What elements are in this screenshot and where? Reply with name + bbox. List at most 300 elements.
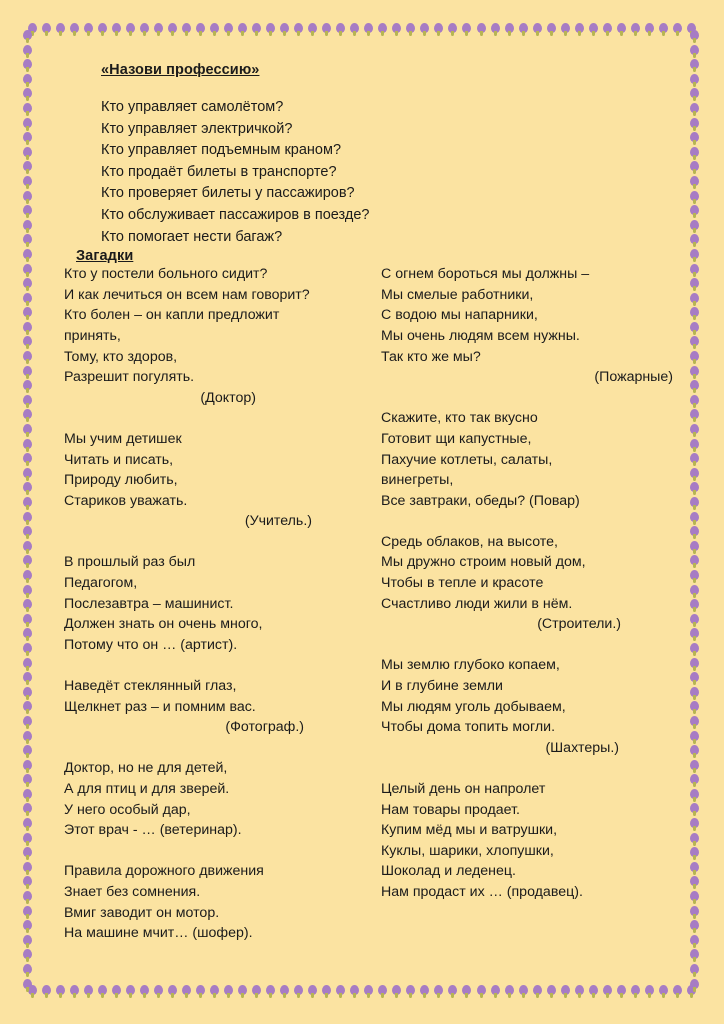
balloon-icon [350,23,359,36]
riddle-answer: (Учитель.) [244,513,312,530]
balloon-icon [23,336,32,349]
riddle-line: Разрешит погулять. [64,369,195,386]
balloon-icon [196,985,205,998]
balloon-icon [690,614,699,627]
balloon-icon [23,570,32,583]
riddle-line: Все завтраки, обеды? (Повар) [381,492,580,509]
balloon-icon [690,424,699,437]
balloon-icon [70,985,79,998]
balloon-icon [690,147,699,160]
riddle-block [64,552,374,655]
balloon-icon [23,249,32,262]
balloon-icon [575,23,584,36]
riddle-line: Чтобы дома топить могли. [381,719,556,736]
balloon-icon [336,23,345,36]
riddle-line: Природу любить, [64,472,178,489]
question-item: Кто продаёт билеты в транспорте? [101,163,337,180]
riddle-line: Мы очень людям всем нужны. [381,327,580,344]
balloon-icon [690,293,699,306]
balloon-icon [23,482,32,495]
balloon-icon [266,23,275,36]
balloon-icon [690,745,699,758]
balloon-icon [23,585,32,598]
balloon-icon [23,701,32,714]
balloon-icon [84,23,93,36]
balloon-icon [617,985,626,998]
balloon-icon [690,30,699,43]
border-edge-right [690,30,701,992]
riddle-block [381,264,681,388]
balloon-icon [690,760,699,773]
balloon-icon [23,555,32,568]
balloon-icon [690,803,699,816]
balloon-icon [266,985,275,998]
riddle-block [64,676,374,738]
riddle-line: Пахучие котлеты, салаты, [381,451,553,468]
balloon-icon [23,409,32,422]
balloon-icon [690,439,699,452]
balloon-icon [690,336,699,349]
riddle-answer: (Пожарные) [594,369,673,386]
riddle-line: Правила дорожного движения [64,863,264,880]
riddle-line: Потому что он … (артист). [64,636,238,653]
balloon-icon [23,293,32,306]
balloon-icon [420,23,429,36]
balloon-icon [23,599,32,612]
balloon-icon [23,468,32,481]
balloon-icon [56,23,65,36]
balloon-icon [575,985,584,998]
balloon-icon [140,23,149,36]
balloon-icon [462,985,471,998]
riddle-line: Так кто же мы? [381,348,481,365]
balloon-icon [23,234,32,247]
balloon-icon [406,985,415,998]
balloon-icon [690,220,699,233]
balloon-icon [322,23,331,36]
balloon-icon [519,985,528,998]
balloon-icon [23,59,32,72]
balloon-icon [154,23,163,36]
riddle-spacer [64,841,374,862]
balloon-icon [690,949,699,962]
balloon-icon [690,395,699,408]
balloon-icon [23,774,32,787]
riddle-line: Мы смелые работники, [381,286,534,303]
riddle-spacer [381,758,681,779]
riddle-line: Счастливо люди жили в нём. [381,595,573,612]
riddle-line: Вмиг заводит он мотор. [64,904,220,921]
balloon-icon [23,278,32,291]
balloon-icon [23,964,32,977]
balloon-icon [23,264,32,277]
riddle-line: принять, [64,327,121,344]
question-item: Кто управляет подъемным краном? [101,142,342,159]
balloon-icon [659,23,668,36]
balloon-icon [42,23,51,36]
balloon-icon [23,30,32,43]
balloon-icon [690,59,699,72]
balloon-icon [434,23,443,36]
balloon-icon [690,789,699,802]
balloon-icon [690,570,699,583]
balloon-icon [23,541,32,554]
balloon-icon [23,745,32,758]
balloon-icon [690,468,699,481]
riddle-line: И в глубине земли [381,678,503,695]
balloon-icon [23,366,32,379]
balloon-icon [23,731,32,744]
balloon-icon [690,264,699,277]
balloon-icon [690,74,699,87]
balloon-icon [23,161,32,174]
balloon-icon [645,23,654,36]
riddle-spacer [64,655,374,676]
balloon-icon [196,23,205,36]
riddle-line: Стариков уважать. [64,492,188,509]
riddle-block [64,861,374,943]
question-item: Кто обслуживает пассажиров в поезде? [101,206,370,223]
riddle-line: Кто болен – он капли предложит [64,307,280,324]
balloon-icon [23,614,32,627]
balloon-icon [294,985,303,998]
balloon-icon [350,985,359,998]
balloon-icon [252,985,261,998]
balloon-icon [23,876,32,889]
riddle-block [381,655,681,758]
balloon-icon [690,512,699,525]
balloon-icon [23,891,32,904]
balloon-icon [23,497,32,510]
balloon-icon [210,985,219,998]
riddle-line: Куклы, шарики, хлопушки, [381,842,554,859]
riddle-line: У него особый дар, [64,801,191,818]
balloon-icon [23,118,32,131]
balloon-icon [690,526,699,539]
riddle-line: Читать и писать, [64,451,174,468]
balloon-icon [224,23,233,36]
balloon-icon [23,628,32,641]
balloon-icon [434,985,443,998]
balloon-icon [690,862,699,875]
balloon-icon [23,862,32,875]
riddle-line: Должен знать он очень много, [64,616,263,633]
balloon-icon [690,249,699,262]
balloon-icon [519,23,528,36]
balloon-icon [168,23,177,36]
riddle-answer: (Строители.) [537,616,621,633]
balloon-icon [690,847,699,860]
balloon-icon [23,658,32,671]
balloon-icon [690,643,699,656]
balloon-icon [462,23,471,36]
riddle-block [381,779,681,903]
balloon-icon [23,847,32,860]
riddle-line: Послезавтра – машинист. [64,595,234,612]
balloon-icon [406,23,415,36]
balloon-icon [23,205,32,218]
balloon-icon [690,628,699,641]
riddle-line: винегреты, [381,472,454,489]
balloon-icon [690,687,699,700]
balloon-icon [126,23,135,36]
balloon-icon [690,497,699,510]
balloon-icon [23,935,32,948]
balloon-icon [23,380,32,393]
riddle-line: С водою мы напарники, [381,307,538,324]
balloon-icon [56,985,65,998]
balloon-icon [23,818,32,831]
balloon-icon [308,23,317,36]
balloon-icon [690,891,699,904]
riddle-line: Наведёт стеклянный глаз, [64,678,237,695]
balloon-icon [23,789,32,802]
riddle-line: Купим мёд мы и ватрушки, [381,822,558,839]
balloon-icon [23,716,32,729]
balloon-icon [690,979,699,992]
balloon-icon [505,23,514,36]
balloon-icon [23,672,32,685]
riddle-line: Готовит щи капустные, [381,430,532,447]
balloon-icon [98,985,107,998]
riddle-line: Нам продаст их … (продавец). [381,883,583,900]
balloon-icon [23,760,32,773]
balloon-icon [98,23,107,36]
balloon-icon [690,701,699,714]
balloon-icon [690,716,699,729]
balloon-icon [23,103,32,116]
balloon-icon [690,453,699,466]
balloon-icon [280,985,289,998]
balloon-icon [690,191,699,204]
balloon-icon [168,985,177,998]
balloon-icon [23,526,32,539]
balloon-icon [690,672,699,685]
balloon-icon [603,23,612,36]
balloon-icon [690,658,699,671]
riddle-spacer [64,532,374,553]
balloon-icon [23,439,32,452]
balloon-icon [690,103,699,116]
balloon-icon [420,985,429,998]
question-list [101,97,676,248]
balloon-icon [140,985,149,998]
balloon-icon [617,23,626,36]
riddle-line: Чтобы в тепле и красоте [381,575,544,592]
balloon-icon [392,23,401,36]
balloon-icon [491,23,500,36]
riddle-answer: (Фотограф.) [225,719,304,736]
balloon-icon [505,985,514,998]
border-edge-top [28,23,696,37]
border-edge-left [23,30,34,992]
balloon-icon [23,191,32,204]
question-item: Кто помогает нести багаж? [101,228,283,245]
balloon-icon [690,278,699,291]
riddle-spacer [381,388,681,409]
balloon-icon [294,23,303,36]
balloon-icon [547,23,556,36]
balloon-icon [23,512,32,525]
balloon-icon [70,23,79,36]
balloon-icon [690,541,699,554]
balloon-icon [659,985,668,998]
balloon-icon [561,23,570,36]
balloon-icon [23,920,32,933]
balloon-icon [631,985,640,998]
balloon-icon [23,803,32,816]
riddle-line: Средь облаков, на высоте, [381,533,558,550]
balloon-icon [589,985,598,998]
balloon-icon [42,985,51,998]
balloon-icon [23,395,32,408]
balloon-icon [477,23,486,36]
balloon-icon [84,985,93,998]
riddle-block [64,264,374,408]
document-content [56,48,676,978]
balloon-icon [23,132,32,145]
balloon-icon [280,23,289,36]
balloon-icon [690,205,699,218]
balloon-icon [23,453,32,466]
balloon-icon [477,985,486,998]
balloon-icon [23,687,32,700]
riddle-block [64,758,374,840]
balloon-icon [378,23,387,36]
balloon-icon [112,985,121,998]
balloon-icon [23,833,32,846]
riddle-line: На машине мчит… (шофер). [64,925,253,942]
balloon-icon [690,322,699,335]
balloon-icon [23,307,32,320]
balloon-icon [126,985,135,998]
riddle-spacer [381,511,681,532]
balloon-icon [23,322,32,335]
riddle-spacer [64,738,374,759]
riddle-line: В прошлый раз был [64,554,196,571]
balloon-icon [589,23,598,36]
balloon-icon [224,985,233,998]
balloon-icon [673,23,682,36]
balloon-icon [23,147,32,160]
balloon-icon [322,985,331,998]
riddle-line: Тому, кто здоров, [64,348,178,365]
balloon-icon [690,774,699,787]
riddle-block [381,408,681,511]
riddle-line: Знает без сомнения. [64,883,201,900]
riddle-line: А для птиц и для зверей. [64,781,230,797]
balloon-icon [23,220,32,233]
balloon-icon [690,964,699,977]
balloon-icon [690,307,699,320]
riddles-column-right [381,264,681,902]
balloon-icon [238,985,247,998]
balloon-icon [23,74,32,87]
balloon-icon [182,23,191,36]
balloon-icon [690,731,699,744]
balloon-icon [491,985,500,998]
balloon-icon [603,985,612,998]
balloon-icon [690,132,699,145]
riddle-spacer [64,408,374,429]
riddle-line: Шоколад и леденец. [381,863,516,880]
riddle-line: Мы людям уголь добываем, [381,698,566,715]
balloon-icon [533,985,542,998]
balloon-icon [690,920,699,933]
balloon-icon [23,88,32,101]
riddle-line: Мы дружно строим новый дом, [381,554,586,571]
riddle-line: Щелкнет раз – и помним вас. [64,698,256,715]
section-heading-nazovi-professiyu: «Назови профессию» [101,62,260,78]
balloon-icon [448,23,457,36]
balloon-icon [690,88,699,101]
riddle-line: Этот врач - … (ветеринар). [64,822,242,839]
section-heading-zagadki: Загадки [76,248,134,265]
balloon-icon [23,351,32,364]
balloon-icon [690,818,699,831]
balloon-icon [23,176,32,189]
balloon-icon [154,985,163,998]
balloon-icon [690,118,699,131]
balloon-icon [23,949,32,962]
balloon-icon [23,643,32,656]
balloon-icon [23,906,32,919]
balloon-icon [690,599,699,612]
balloon-icon [112,23,121,36]
riddle-line: Скажите, кто так вкусно [381,410,538,427]
balloon-icon [448,985,457,998]
balloon-icon [690,482,699,495]
riddle-answer: (Доктор) [200,389,256,406]
balloon-icon [690,161,699,174]
balloon-icon [673,985,682,998]
balloon-icon [182,985,191,998]
border-edge-bottom [28,985,696,999]
balloon-icon [690,409,699,422]
balloon-icon [690,876,699,889]
riddle-answer: (Шахтеры.) [545,739,619,756]
balloon-icon [690,351,699,364]
balloon-icon [561,985,570,998]
balloon-icon [690,366,699,379]
riddles-column-left [64,264,374,944]
balloon-icon [392,985,401,998]
balloon-icon [690,555,699,568]
balloon-icon [23,45,32,58]
question-item: Кто проверяет билеты у пассажиров? [101,185,355,202]
balloon-icon [336,985,345,998]
balloon-icon [364,23,373,36]
riddle-line: Педагогом, [64,575,138,592]
balloon-icon [23,424,32,437]
riddle-spacer [381,635,681,656]
balloon-icon [690,935,699,948]
riddle-line: С огнем бороться мы должны – [381,266,590,283]
balloon-icon [238,23,247,36]
balloon-icon [690,234,699,247]
balloon-icon [690,176,699,189]
balloon-icon [690,380,699,393]
balloon-icon [690,585,699,598]
question-item: Кто управляет электричкой? [101,120,293,137]
balloon-icon [364,985,373,998]
balloon-icon [547,985,556,998]
balloon-icon [631,23,640,36]
riddle-line: Мы учим детишек [64,430,182,447]
balloon-icon [23,979,32,992]
question-item: Кто управляет самолётом? [101,99,284,115]
riddle-line: Целый день он напролет [381,781,546,797]
